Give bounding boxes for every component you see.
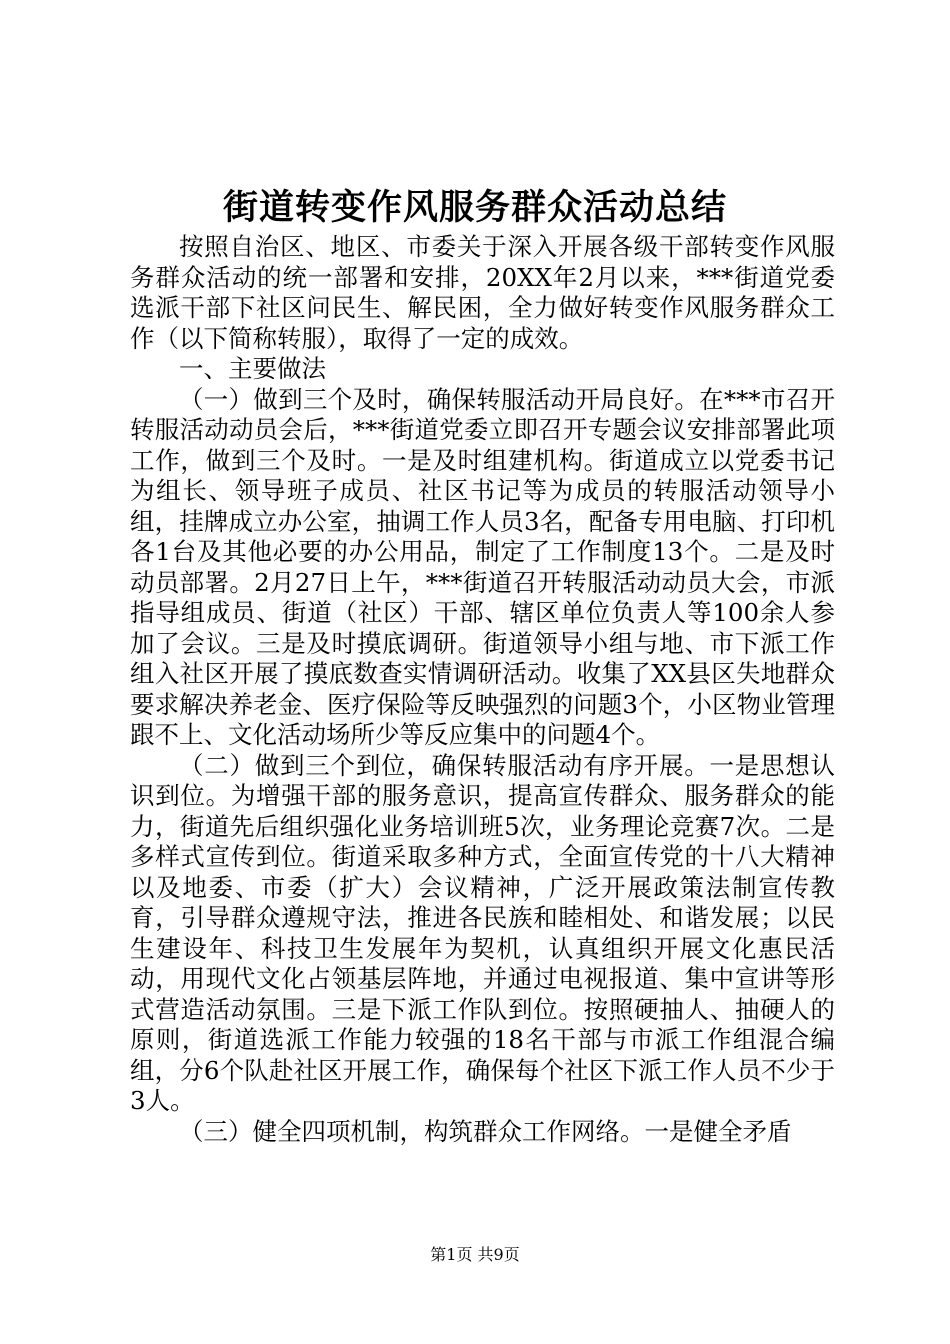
section-heading: 一、主要做法 [179, 354, 326, 383]
document-title: 街道转变作风服务群众活动总结 [222, 187, 727, 228]
paragraph-3: （三）健全四项机制，构筑群众工作网络。一是健全矛盾 [179, 1116, 792, 1146]
intro-paragraph: 按照自治区、地区、市委关于深入开展各级干部转变作风服务群众活动的统一部署和安排，20XX年2月以来，***街道党委选派干部下社区问民生、解民困，全力做好转变作风服务群众工作（以下简称转服），取得了一定的成效。 [130, 232, 835, 353]
paragraph-1: （一）做到三个及时，确保转服活动开局良好。在***市召开转服活动动员会后，***街道党委立即召开专题会议安排部署此项工作，做到三个及时。一是及时组建机构。街道成立以党委书记为组长、领导班子成员、社区书记等为成员的转服活动领导小组，挂牌成立办公室，抽调工作人员3名，配备专用电脑、打印机各1台及其他必要的办公用品，制定了工作制度13个。二是及时动员部署。2月27日上午，***街道召开转服活动动员大会，市派指导组成员、街道（社区）干部、辖区单位负责人等100余人参加了会议。三是及时摸底调研。街道领导小组与地、市下派工作组入社区开展了摸底数查实情调研活动。收集了XX县区失地群众要求解决养老金、医疗保险等反映强烈的问题3个，小区物业管理跟不上、文化活动场所少等反应集中的问题4个。 [130, 384, 835, 749]
document-body [130, 232, 835, 1147]
page-number-footer: 第1页 共9页 [430, 1245, 520, 1264]
paragraph-2: （二）做到三个到位，确保转服活动有序开展。一是思想认识到位。为增强干部的服务意识，提高宣传群众、服务群众的能力，街道先后组织强化业务培训班5次，业务理论竞赛7次。二是多样式宣传到位。街道采取多种方式，全面宣传党的十八大精神以及地委、市委（扩大）会议精神，广泛开展政策法制宣传教育，引导群众遵规守法，推进各民族和睦相处、和谐发展；以民生建设年、科技卫生发展年为契机，认真组织开展文化惠民活动，用现代文化占领基层阵地，并通过电视报道、集中宣讲等形式营造活动氛围。三是下派工作队到位。按照硬抽人、抽硬人的原则，街道选派工作能力较强的18名干部与市派工作组混合编组，分6个队赴社区开展工作，确保每个社区下派工作人员不少于3人。 [130, 750, 835, 1115]
